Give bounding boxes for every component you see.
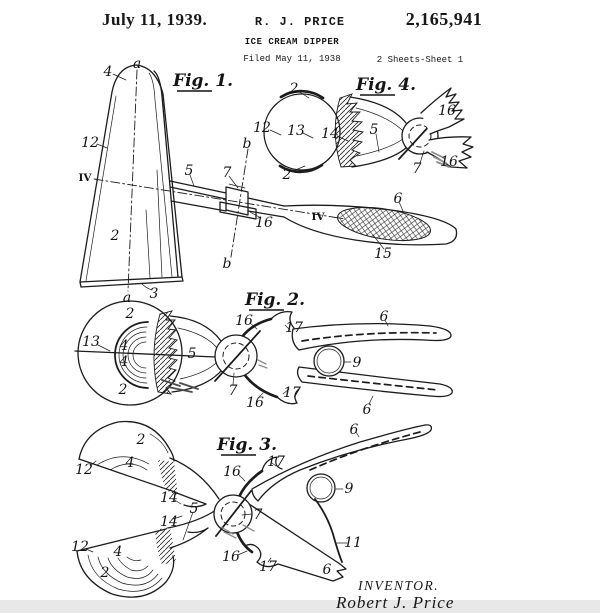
part-label-b-fig1: b [222,256,232,272]
part-label-3-fig1: 3 [149,286,159,302]
part-label-a-fig1: a [132,56,142,72]
part-label-14-fig3: 14 [160,490,178,506]
part-label-6-fig1: 6 [393,191,403,207]
part-label-12-fig4: 12 [253,120,271,136]
part-label-12-fig3: 12 [71,539,89,555]
part-label-6-fig3: 6 [349,422,359,438]
figure-label-3: Fig. 3. [217,435,277,455]
part-label-4-fig3: 4 [113,544,123,560]
part-label-9-fig2: 9 [352,355,362,371]
part-label-4-fig1: 4 [103,64,113,80]
invention-title: ICE CREAM DIPPER [244,37,340,47]
part-label-4-fig2: 4 [119,338,129,354]
part-label-6-fig2: 6 [379,309,389,325]
inventor-signature: Robert J. Price [336,593,455,612]
part-label-16-fig3: 16 [223,464,241,480]
figure-label-2: Fig. 2. [245,290,305,310]
part-label-16-fig2: 16 [235,313,253,329]
part-label-14-fig3: 14 [160,514,178,530]
part-label-4-fig3: 4 [125,455,135,471]
part-label-17-fig2: 17 [283,385,301,401]
part-label-16-fig1: 16 [255,215,273,231]
inventor-label: INVENTOR. [358,578,440,593]
part-label-b-fig1: b [242,136,252,152]
part-label-17-fig2: 17 [285,320,303,336]
part-label-16-fig3: 16 [222,549,240,565]
part-label-12-fig1: 12 [81,135,99,151]
part-label-7-fig2: 7 [228,383,238,399]
part-label-14-fig4: 14 [321,126,339,142]
part-label-6-fig2: 6 [362,402,372,418]
part-label-2-fig2: 2 [118,382,128,398]
part-label-16-fig4: 16 [440,154,458,170]
part-label-2-fig3: 2 [136,432,146,448]
part-label-7-fig1: 7 [222,165,232,181]
figure-label-1: Fig. 1. [173,71,233,91]
patent-date: July 11, 1939. [102,10,208,29]
part-label-7-fig4: 7 [412,161,422,177]
part-label-12-fig3: 12 [75,462,93,478]
part-label-5-fig4: 5 [369,122,379,138]
part-label-16-fig4: 16 [438,103,456,119]
part-label-13-fig4: 13 [287,123,305,139]
part-label-2-fig4: 2 [282,167,292,183]
part-label-2-fig4: 2 [289,81,299,97]
part-number-labels [71,56,458,581]
part-label-17-fig3: 17 [267,454,285,470]
part-label-15-fig1: 15 [374,246,392,262]
patent-number: 2,165,941 [405,9,483,29]
part-label-6-fig3: 6 [322,562,332,578]
part-label-IV-fig1: IV [311,211,325,223]
applicant-name: R. J. PRICE [254,15,346,29]
part-label-2-fig1: 2 [110,228,120,244]
filed-date-line: Filed May 11, 1938 [243,54,341,64]
part-label-4-fig2: 4 [119,354,129,370]
figure-label-4: Fig. 4. [356,75,416,95]
part-label-11-fig3: 11 [344,535,362,551]
part-label-2-fig3: 2 [100,565,110,581]
sheet-number: 2 Sheets-Sheet 1 [376,55,464,65]
part-label-5-fig1: 5 [184,163,194,179]
fig1-drawing [80,65,457,291]
part-label-13-fig2: 13 [82,334,100,350]
part-label-17-fig3: 17 [259,559,277,575]
part-label-2-fig2: 2 [125,306,135,322]
part-label-IV-fig1: IV [78,172,92,184]
part-label-5-fig2: 5 [187,346,197,362]
part-label-5-fig3: 5 [189,501,199,517]
part-label-16-fig2: 16 [246,395,264,411]
part-label-a-fig1: a [122,290,132,306]
part-label-9-fig3: 9 [344,481,354,497]
part-label-7-fig3: 7 [253,507,263,523]
